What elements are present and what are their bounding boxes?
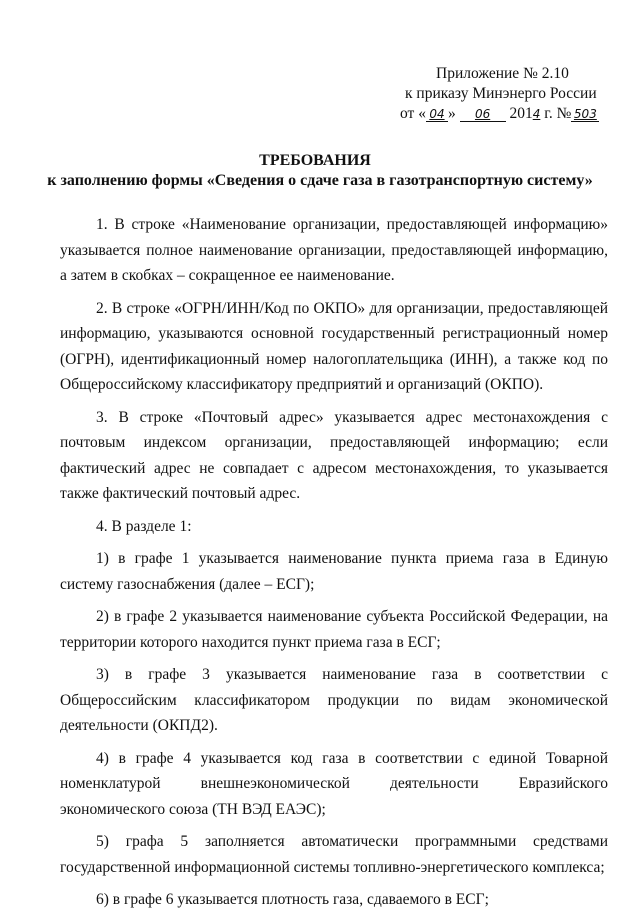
title-heading: ТРЕБОВАНИЯ [259, 152, 371, 169]
handwritten-year-digit: 4 [532, 107, 541, 121]
year-prefix: 201 [509, 105, 533, 122]
handwritten-day: 04 [426, 107, 448, 122]
order-reference: к приказу Минэнерго России [405, 85, 597, 102]
subitem-6: 6) в графе 6 указывается плотность газа, сдаваемого в ЕСГ; [96, 891, 489, 908]
subitem-3: 3) в графе 3 указывается наименование газа в соответствии с Общероссийским классификатором продукции по видам экономической деятельности (ОКПД2). [60, 666, 608, 734]
appendix-number: Приложение № 2.10 [436, 65, 569, 82]
paragraph-2: 2. В строке «ОГРН/ИНН/Код по ОКПО» для организации, предоставляющей информацию, указываются основной государственный регистрационный номер (ОГРН), идентификационный номер налогоплательщика (ИНН), а также код по Общероссийскому классификатору предприятий и организаций (ОКПО). [60, 299, 608, 393]
document-title [0, 151, 640, 191]
subitem-4: 4) в графе 4 указывается код газа в соответствии с единой Товарной номенклатурой внешнеэкономической деятельности Евразийского экономического союза (ТН ВЭД ЕАЭС); [60, 749, 608, 818]
date-close-quote: » [447, 105, 456, 122]
handwritten-month: 06 [460, 107, 506, 122]
subitem-5: 5) графа 5 заполняется автоматически программными средствами государственной информационной системы топливно-энергетического комплекса; [60, 833, 608, 876]
paragraph-3: 3. В строке «Почтовый адрес» указывается адрес местонахождения с почтовым индексом организации, предоставляющей информацию; если фактический адрес не совпадает с адресом местонахождения, то указывается также фактический почтовый адрес. [60, 408, 608, 502]
subitem-2: 2) в графе 2 указывается наименование субъекта Российской Федерации, на территории которого находится пункт приема газа в ЕСГ; [60, 608, 608, 651]
paragraph-4: 4. В разделе 1: [96, 517, 192, 535]
appendix-header [400, 64, 620, 124]
document-body [60, 212, 608, 920]
handwritten-order-number: 503 [571, 107, 599, 122]
date-open-quote: от « [400, 105, 426, 122]
title-subtitle: к заполнению формы «Сведения о сдаче газа в газотранспортную систему» [47, 172, 593, 189]
year-suffix: г. № [540, 105, 572, 122]
paragraph-1: 1. В строке «Наименование организации, предоставляющей информацию» указывается полное наименование организации, предоставляющей информацию, а затем в скобках – сокращенное ее наименование. [60, 216, 608, 284]
subitem-1: 1) в графе 1 указывается наименование пункта приема газа в Единую систему газоснабжения (далее – ЕСГ); [60, 550, 608, 593]
order-date-line [400, 104, 620, 124]
